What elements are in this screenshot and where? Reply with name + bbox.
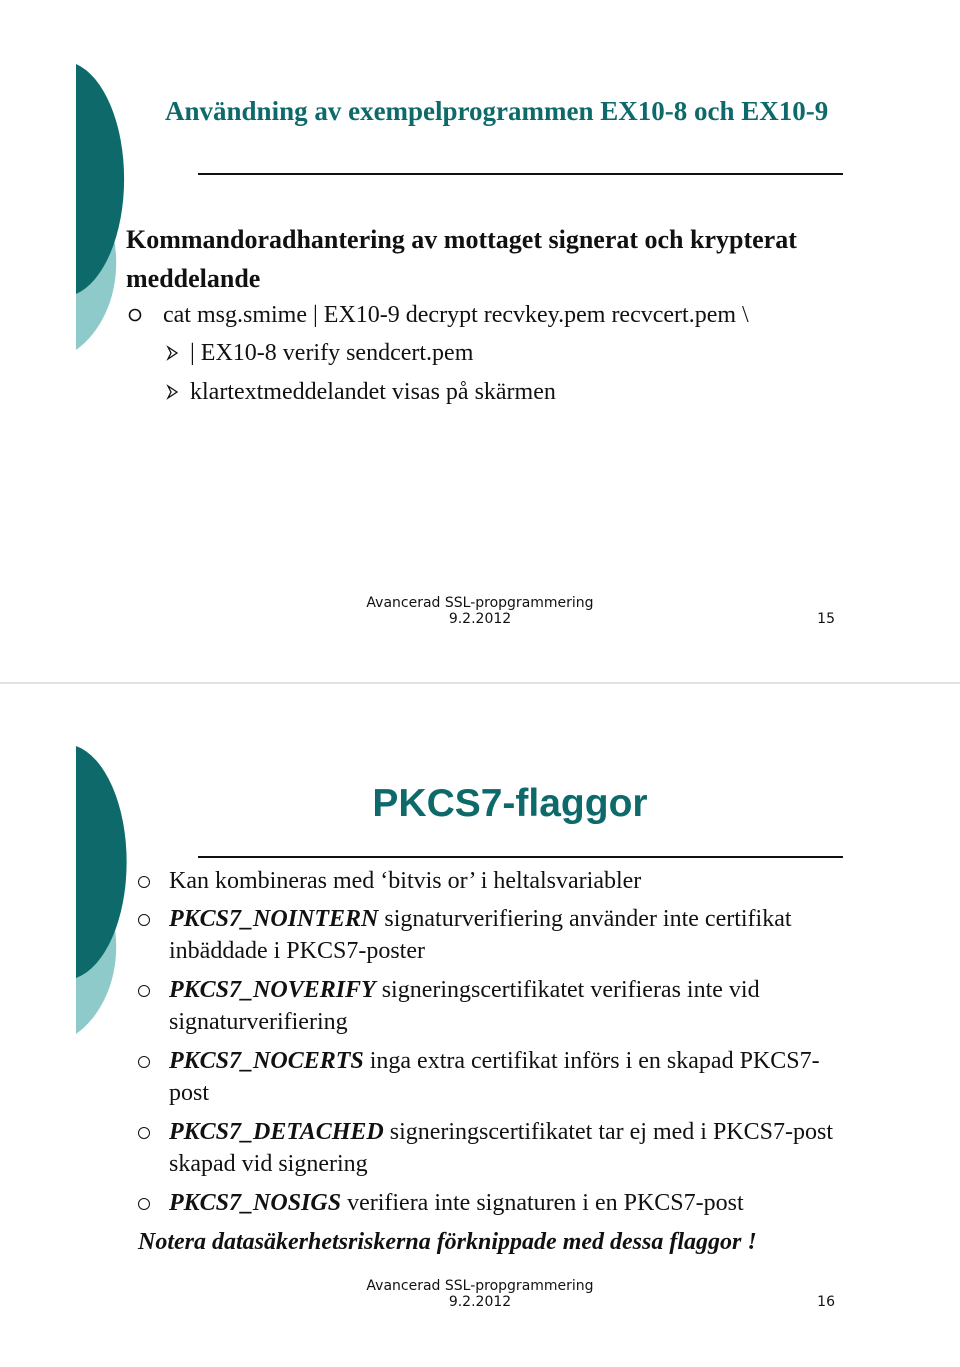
flag-item: [169, 974, 849, 1038]
section-heading: Kommandoradhantering av mottaget signerat och krypterat meddelande: [126, 225, 797, 293]
flag-description: signeringscertifikatet tar ej med i PKCS7-post skapad vid signering: [169, 1119, 833, 1177]
flag-name: PKCS7_NOVERIFY: [169, 977, 376, 1003]
page-number: 15: [817, 611, 835, 627]
slide-16: [0, 684, 960, 1367]
flag-name: PKCS7_NOSIGS: [169, 1190, 342, 1216]
slide-title: PKCS7-flaggor: [372, 782, 648, 825]
circle-bullet-icon: [138, 876, 150, 888]
flag-name: PKCS7_DETACHED: [169, 1119, 384, 1145]
flag-item: [169, 1187, 849, 1219]
slide-15: [0, 0, 960, 683]
item-text: Kan kombineras med ‘bitvis or’ i heltalsvariabler: [169, 868, 642, 894]
slide-title: Användning av exempelprogrammen EX10-8 och EX10-9: [165, 96, 829, 126]
footer-date: 9.2.2012: [448, 1294, 512, 1310]
flag-item: [169, 865, 849, 897]
flag-item: [169, 1116, 849, 1180]
circle-bullet-icon: [128, 308, 142, 327]
circle-bullet-icon: [138, 914, 150, 926]
flag-item: [169, 1045, 849, 1109]
flag-item: [169, 903, 849, 967]
flag-description: verifiera inte signaturen i en PKCS7-post: [341, 1190, 744, 1216]
flag-description: signaturverifiering använder inte certifikat inbäddade i PKCS7-poster: [169, 906, 792, 964]
circle-bullet-icon: [138, 1198, 150, 1210]
security-note: Notera datasäkerhetsriskerna förknippade med dessa flaggor !: [138, 1229, 757, 1255]
title-rule: [198, 173, 843, 175]
circle-bullet-icon: [138, 1056, 150, 1068]
footer-date: 9.2.2012: [448, 611, 512, 627]
footer-course: Avancerad SSL-propgrammering: [366, 595, 594, 611]
result-line: klartextmeddelandet visas på skärmen: [190, 379, 556, 405]
circle-bullet-icon: [138, 1127, 150, 1139]
title-rule: [198, 856, 843, 858]
arrow-bullet-icon: [166, 384, 180, 405]
arrow-bullet-icon: [166, 345, 180, 366]
page-number: 16: [817, 1294, 835, 1310]
pipe-line: | EX10-8 verify sendcert.pem: [190, 340, 474, 366]
flag-description: signeringscertifikatet verifieras inte vid signaturverifiering: [169, 977, 760, 1035]
footer-course: Avancerad SSL-propgrammering: [366, 1278, 594, 1294]
command-line: cat msg.smime | EX10-9 decrypt recvkey.pem recvcert.pem \: [163, 302, 749, 328]
circle-bullet-icon: [138, 985, 150, 997]
flag-name: PKCS7_NOINTERN: [169, 906, 379, 932]
flag-description: inga extra certifikat införs i en skapad PKCS7-post: [169, 1048, 820, 1106]
flag-name: PKCS7_NOCERTS: [169, 1048, 364, 1074]
